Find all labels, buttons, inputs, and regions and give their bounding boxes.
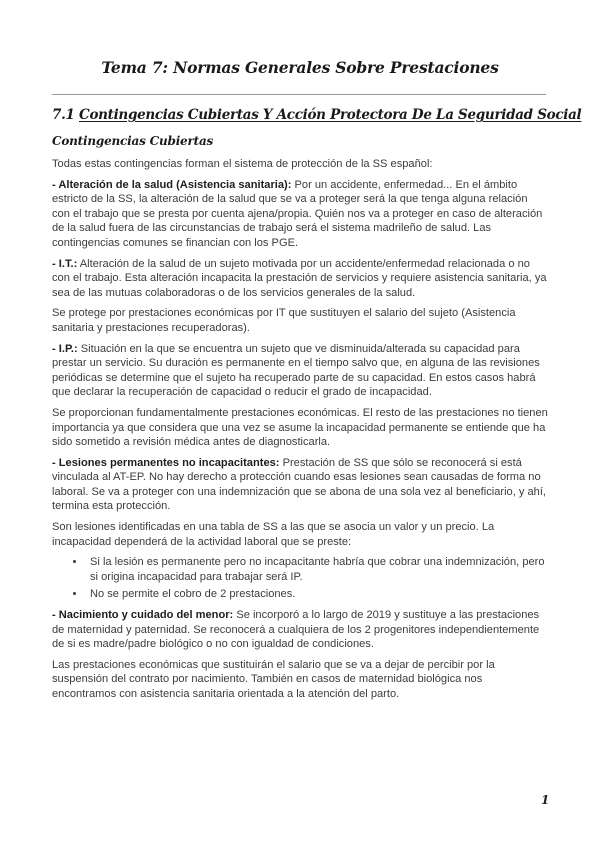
- item-ip: [52, 342, 548, 400]
- closing-paragraph: Las prestaciones económicas que sustituirán el salario que se va a dejar de percibir por la suspensión del contrato por nacimiento. También en casos de maternidad biológica nos encontramos con asistencia sanitaria orientada a la atención del parto.: [52, 658, 495, 700]
- title-divider: [52, 94, 546, 95]
- it-note-paragraph: Se protege por prestaciones económicas por IT que sustituyen el salario del sujeto (Asistencia sanitaria y prestaciones recuperadoras).: [52, 307, 516, 334]
- item-term: - Lesiones permanentes no incapacitantes:: [52, 456, 280, 469]
- section-title: Contingencias Cubiertas Y Acción Protectora De La Seguridad Social: [79, 107, 582, 123]
- item-term: - I.P.:: [52, 342, 78, 355]
- item-lesiones: [52, 456, 548, 514]
- item-nacimiento: [52, 608, 548, 652]
- list-item: • Si la lesión es permanente pero no incapacitante habría que cobrar una indemnización, pero si origina incapacidad para trabajar será IP.: [86, 555, 548, 584]
- item-text: Prestación de SS que sólo se reconocerá si está vinculada al AT-EP. No hay derecho a protección cuando esas lesiones sean causadas de forma no laboral. Se va a proteger con una indemnización que se abona de una sola vez al beneficiario, y ahí, termina esta protección.: [52, 456, 546, 513]
- item-text: Se incorporó a lo largo de 2019 y sustituye a las prestaciones de maternidad y paternidad. Se reconocerá a cualquiera de los 2 progenitores independientemente de si es madre/padre biológico o no con igualdad de condiciones.: [52, 609, 540, 651]
- subsection-heading: Contingencias Cubiertas: [52, 134, 214, 148]
- bullet-list: [52, 555, 548, 602]
- document-body: [52, 157, 548, 708]
- item-text: Alteración de la salud de un sujeto motivada por un accidente/enfermedad relacionada o no con el trabajo. Esta alteración incapacita la prestación de servicios y requiere asistencia sanitaria, ya sea de las mutuas colaboradoras o de los servicios generales de la salud.: [52, 257, 547, 299]
- item-term: - Alteración de la salud (Asistencia sanitaria):: [52, 178, 292, 191]
- item-term: - Nacimiento y cuidado del menor:: [52, 609, 234, 622]
- ip-note-paragraph: Se proporcionan fundamentalmente prestaciones económicas. El resto de las prestaciones no tienen importancia ya que considera que una vez se asume la incapacidad permanente se entiende que ha sido sometido a revisión médica antes de diagnosticarla.: [52, 406, 548, 449]
- section-heading: [52, 107, 581, 123]
- item-term: - I.T.:: [52, 257, 78, 270]
- page-title: Tema 7: Normas Generales Sobre Prestaciones: [101, 58, 499, 77]
- intro-paragraph: Todas estas contingencias forman el sistema de protección de la SS español:: [52, 158, 433, 170]
- page-number: 1: [541, 793, 550, 807]
- item-text: Situación en la que se encuentra un sujeto que ve disminuida/alterada su capacidad para prestar un servicio. Su duración es permanente en el tiempo salvo que, en alguna de las revisiones periódicas se determine que el sujeto ha recuperado parte de su capacidad. En estos casos habrá que declarar la recuperación de capacidad o reducir el grado de incapacidad.: [52, 342, 540, 399]
- section-number: 7.1: [52, 107, 75, 123]
- lesiones-note-paragraph: Son lesiones identificadas en una tabla de SS a las que se asocia un valor y un precio. La incapacidad dependerá de la actividad laboral que se preste:: [52, 521, 495, 548]
- item-text: Por un accidente, enfermedad... En el ámbito estricto de la SS, la alteración de la salud que se va a proteger será la que tenga alguna relación con el trabajo que se presta por cuenta ajena/propia. Quién nos va a proteger en caso de alteración de la salud fuera de las circunstancias de trabajo será el sistema madrileño de salud. Las contingencias comunes se financian con los PGE.: [52, 178, 543, 249]
- list-item: • No se permite el cobro de 2 prestaciones.: [86, 587, 548, 602]
- item-it: [52, 257, 548, 301]
- item-alteracion-salud: [52, 178, 548, 251]
